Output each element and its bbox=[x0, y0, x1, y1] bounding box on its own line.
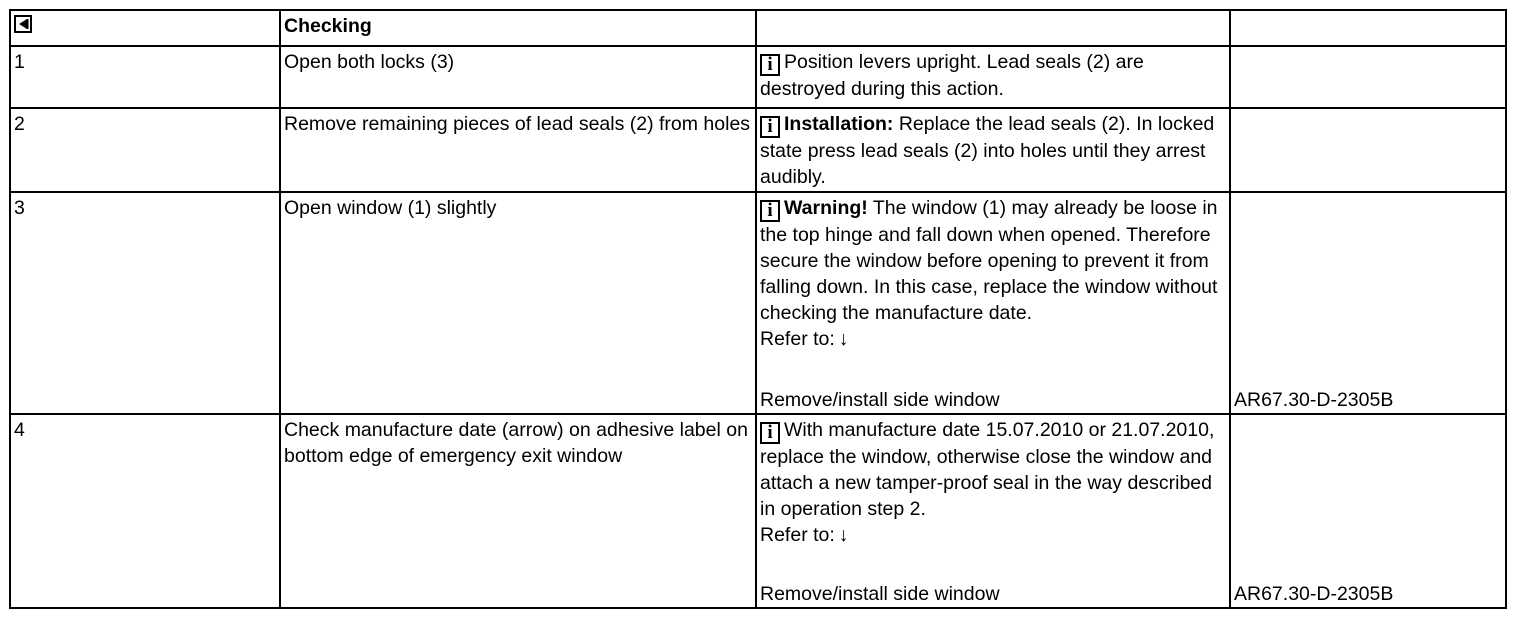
step-number: 2 bbox=[10, 108, 280, 192]
header-empty-cell bbox=[756, 10, 1230, 46]
step-number: 3 bbox=[10, 192, 280, 414]
step-note: With manufacture date 15.07.2010 or 21.07.2010, replace the window, otherwise close the window and attach a new tamper-proof seal in the way described in operation step 2. bbox=[760, 419, 1215, 520]
header-icon-cell[interactable] bbox=[10, 10, 280, 46]
info-icon: i bbox=[760, 116, 780, 138]
ref-link[interactable]: Remove/install side window bbox=[760, 389, 1000, 411]
step-number: 4 bbox=[10, 414, 280, 608]
table-row bbox=[10, 192, 1506, 414]
step-note-cell bbox=[756, 192, 1230, 414]
table-row bbox=[10, 414, 1506, 608]
step-note: Replace the lead seals (2). In locked state press lead seals (2) into holes until they arrest audibly. bbox=[760, 113, 1215, 188]
ref-code[interactable]: AR67.30-D-2305B bbox=[1234, 583, 1394, 605]
table-row bbox=[10, 46, 1506, 108]
ref-code[interactable]: AR67.30-D-2305B bbox=[1234, 389, 1394, 411]
page-title: Checking bbox=[284, 15, 372, 37]
step-number: 1 bbox=[10, 46, 280, 108]
step-ref-cell bbox=[1230, 414, 1506, 608]
step-ref-cell bbox=[1230, 46, 1506, 108]
step-action: Open window (1) slightly bbox=[280, 192, 756, 414]
step-ref-cell bbox=[1230, 192, 1506, 414]
refer-label: Refer to: bbox=[760, 524, 835, 546]
step-note-cell bbox=[756, 414, 1230, 608]
ref-link[interactable]: Remove/install side window bbox=[760, 583, 1000, 605]
info-icon: i bbox=[760, 54, 780, 76]
info-icon: i bbox=[760, 422, 780, 444]
header-title-cell bbox=[280, 10, 756, 46]
step-ref-cell bbox=[1230, 108, 1506, 192]
info-icon: i bbox=[760, 200, 780, 222]
step-note-cell bbox=[756, 46, 1230, 108]
step-note: Position levers upright. Lead seals (2) are destroyed during this action. bbox=[760, 51, 1144, 100]
procedure-table bbox=[9, 9, 1507, 609]
table-header-row bbox=[10, 10, 1506, 46]
step-action: Open both locks (3) bbox=[280, 46, 756, 108]
step-note-cell bbox=[756, 108, 1230, 192]
table-row bbox=[10, 108, 1506, 192]
refer-label: Refer to: bbox=[760, 328, 835, 350]
note-label: Warning! bbox=[784, 197, 868, 219]
down-arrow-icon: ↓ bbox=[838, 524, 849, 546]
step-action: Check manufacture date (arrow) on adhesive label on bottom edge of emergency exit window bbox=[280, 414, 756, 608]
step-note: The window (1) may already be loose in the top hinge and fall down when opened. Therefore secure the window before opening to prevent it from falling down. In this case, replace the window without checking the manufacture date. bbox=[760, 197, 1218, 324]
step-action: Remove remaining pieces of lead seals (2) from holes bbox=[280, 108, 756, 192]
down-arrow-icon: ↓ bbox=[838, 328, 849, 350]
header-empty-cell bbox=[1230, 10, 1506, 46]
note-label: Installation: bbox=[784, 113, 894, 135]
back-arrow-icon[interactable] bbox=[14, 15, 32, 33]
